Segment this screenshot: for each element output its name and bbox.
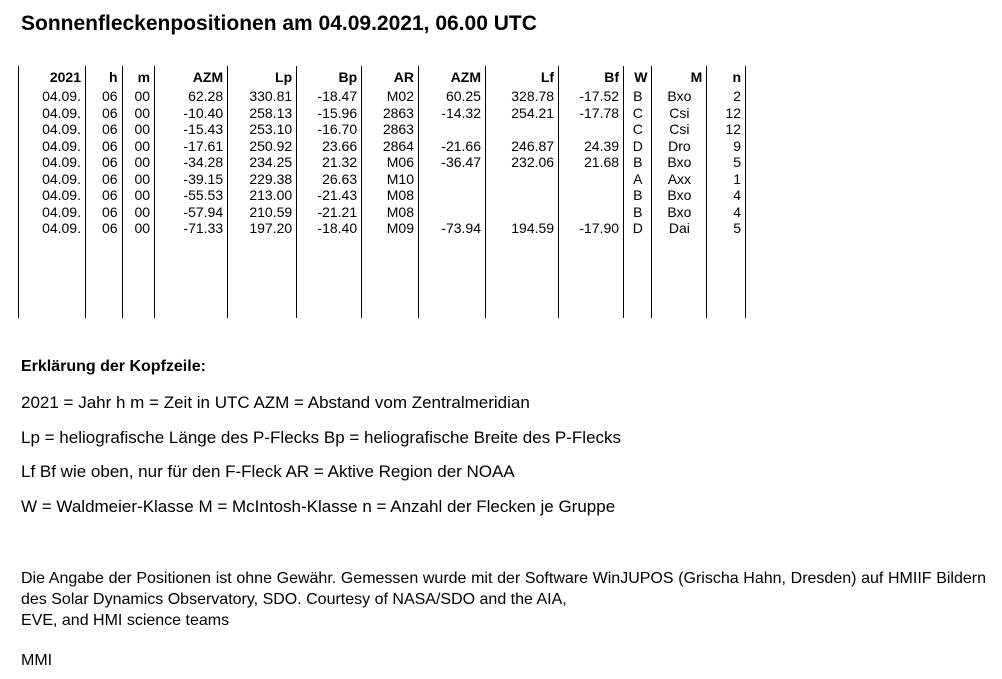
column-header: Bf — [559, 66, 624, 88]
table-cell: 06 — [86, 88, 123, 105]
column-header: W — [624, 66, 652, 88]
column-header: Lf — [485, 66, 558, 88]
table-cell: -21.66 — [418, 138, 485, 155]
table-cell: -18.47 — [297, 88, 362, 105]
table-cell: 330.81 — [228, 88, 297, 105]
table-cell: Axx — [652, 171, 707, 188]
table-cell: 00 — [122, 105, 154, 122]
table-cell: -17.78 — [559, 105, 624, 122]
table-header-row — [19, 66, 746, 88]
table-cell: M10 — [362, 171, 419, 188]
table-cell: Bxo — [652, 204, 707, 221]
table-cell: -17.61 — [155, 138, 228, 155]
table-cell: Bxo — [652, 187, 707, 204]
table-cell: 1 — [707, 171, 746, 188]
table-body — [19, 88, 746, 318]
legend-line-2: Lp = heliografische Länge des P-Flecks Bp = heliografische Breite des P-Flecks — [21, 428, 622, 447]
column-header: Bp — [297, 66, 362, 88]
table-cell — [485, 204, 558, 221]
signature: MMI — [21, 652, 53, 669]
table-cell: -14.32 — [418, 105, 485, 122]
table-cell: 24.39 — [559, 138, 624, 155]
table-cell: -71.33 — [155, 220, 228, 237]
legend-line-3: Lf Bf wie oben, nur für den F-Fleck AR = Aktive Region der NOAA — [21, 462, 515, 481]
table-row — [19, 171, 746, 188]
sunspot-table — [18, 66, 746, 318]
table-cell: 5 — [707, 154, 746, 171]
table-cell: 06 — [86, 121, 123, 138]
table-cell: -15.96 — [297, 105, 362, 122]
table-cell: 2863 — [362, 105, 419, 122]
table-cell: 06 — [86, 105, 123, 122]
table-cell: 62.28 — [155, 88, 228, 105]
table-cell: 06 — [86, 220, 123, 237]
table-cell: C — [624, 121, 652, 138]
table-cell: 213.00 — [228, 187, 297, 204]
table-cell: -16.70 — [297, 121, 362, 138]
table-cell: B — [624, 187, 652, 204]
table-cell: 00 — [122, 138, 154, 155]
table-cell: 234.25 — [228, 154, 297, 171]
table-cell: 253.10 — [228, 121, 297, 138]
table-cell: Bxo — [652, 154, 707, 171]
table-cell: D — [624, 220, 652, 237]
table-row — [19, 105, 746, 122]
table-cell: B — [624, 154, 652, 171]
table-cell: M09 — [362, 220, 419, 237]
sunspot-table-container — [18, 66, 746, 318]
table-cell: 00 — [122, 187, 154, 204]
table-cell: 12 — [707, 105, 746, 122]
table-cell: 2864 — [362, 138, 419, 155]
table-cell: -17.90 — [559, 220, 624, 237]
table-row — [19, 220, 746, 237]
column-header: AZM — [418, 66, 485, 88]
table-cell: 254.21 — [485, 105, 558, 122]
table-cell: -21.21 — [297, 204, 362, 221]
table-cell: -36.47 — [418, 154, 485, 171]
table-cell — [485, 121, 558, 138]
column-header: Lp — [228, 66, 297, 88]
table-row — [19, 154, 746, 171]
table-cell: 210.59 — [228, 204, 297, 221]
table-cell: Dai — [652, 220, 707, 237]
column-header: n — [707, 66, 746, 88]
table-cell: M02 — [362, 88, 419, 105]
legend-line-1: 2021 = Jahr h m = Zeit in UTC AZM = Abstand vom Zentralmeridian — [21, 393, 530, 412]
table-cell: 04.09. — [19, 187, 86, 204]
column-header: AR — [362, 66, 419, 88]
table-cell: A — [624, 171, 652, 188]
table-cell: Bxo — [652, 88, 707, 105]
table-cell: 2863 — [362, 121, 419, 138]
table-cell: 23.66 — [297, 138, 362, 155]
table-cell: Csi — [652, 121, 707, 138]
column-header: m — [122, 66, 154, 88]
table-cell: 06 — [86, 154, 123, 171]
table-cell: -21.43 — [297, 187, 362, 204]
table-cell: 04.09. — [19, 138, 86, 155]
legend-line-4: W = Waldmeier-Klasse M = McIntosh-Klasse n = Anzahl der Flecken je Gruppe — [21, 497, 616, 516]
table-row — [19, 88, 746, 105]
table-cell: 12 — [707, 121, 746, 138]
table-cell: 328.78 — [485, 88, 558, 105]
table-cell: Dro — [652, 138, 707, 155]
table-row — [19, 121, 746, 138]
table-cell — [418, 187, 485, 204]
legend-heading: Erklärung der Kopfzeile: — [21, 358, 206, 375]
table-cell: 21.32 — [297, 154, 362, 171]
table-cell: 00 — [122, 154, 154, 171]
table-row — [19, 204, 746, 221]
table-cell: D — [624, 138, 652, 155]
table-cell: -18.40 — [297, 220, 362, 237]
table-cell: 00 — [122, 204, 154, 221]
table-cell: 9 — [707, 138, 746, 155]
column-header: 2021 — [19, 66, 86, 88]
table-cell: 06 — [86, 171, 123, 188]
table-cell — [485, 187, 558, 204]
table-cell: 04.09. — [19, 204, 86, 221]
table-cell: 246.87 — [485, 138, 558, 155]
table-cell: 00 — [122, 121, 154, 138]
column-header: AZM — [155, 66, 228, 88]
table-cell — [485, 171, 558, 188]
table-cell — [559, 187, 624, 204]
table-cell: M08 — [362, 204, 419, 221]
table-cell: 06 — [86, 204, 123, 221]
table-cell: 04.09. — [19, 121, 86, 138]
table-cell — [418, 121, 485, 138]
table-row — [19, 187, 746, 204]
table-cell: 00 — [122, 171, 154, 188]
table-cell: 250.92 — [228, 138, 297, 155]
table-cell: C — [624, 105, 652, 122]
table-cell: 258.13 — [228, 105, 297, 122]
table-cell: 232.06 — [485, 154, 558, 171]
table-row — [19, 138, 746, 155]
table-cell: 04.09. — [19, 171, 86, 188]
table-cell: M08 — [362, 187, 419, 204]
column-header: h — [86, 66, 123, 88]
table-cell — [559, 204, 624, 221]
table-cell: 229.38 — [228, 171, 297, 188]
table-cell: 04.09. — [19, 220, 86, 237]
table-cell — [559, 171, 624, 188]
table-cell: M06 — [362, 154, 419, 171]
table-cell: 197.20 — [228, 220, 297, 237]
table-cell: 06 — [86, 187, 123, 204]
table-cell: 04.09. — [19, 88, 86, 105]
table-cell: -39.15 — [155, 171, 228, 188]
table-cell: 4 — [707, 187, 746, 204]
disclaimer — [21, 568, 986, 631]
column-header: M — [652, 66, 707, 88]
table-cell: B — [624, 204, 652, 221]
disclaimer-text: Die Angabe der Positionen ist ohne Gewähr. Gemessen wurde mit der Software WinJUPOS (Grischa Hahn, Dresden) auf HMIIF Bildern des Solar Dynamics Observatory, SDO. Courtesy of NASA/SDO and the AIA, — [21, 570, 986, 608]
table-cell: -17.52 — [559, 88, 624, 105]
table-cell: -10.40 — [155, 105, 228, 122]
table-cell: -55.53 — [155, 187, 228, 204]
table-cell: 04.09. — [19, 105, 86, 122]
table-cell: Csi — [652, 105, 707, 122]
table-cell: -15.43 — [155, 121, 228, 138]
table-cell: -34.28 — [155, 154, 228, 171]
table-cell: 06 — [86, 138, 123, 155]
table-cell — [559, 121, 624, 138]
table-cell — [418, 171, 485, 188]
table-cell: 00 — [122, 88, 154, 105]
table-cell: 60.25 — [418, 88, 485, 105]
table-cell: 4 — [707, 204, 746, 221]
table-cell: 26.63 — [297, 171, 362, 188]
table-cell: 194.59 — [485, 220, 558, 237]
table-filler-row — [19, 237, 746, 319]
table-cell: B — [624, 88, 652, 105]
table-cell: 00 — [122, 220, 154, 237]
table-cell: 21.68 — [559, 154, 624, 171]
table-cell: 2 — [707, 88, 746, 105]
page-title: Sonnenfleckenpositionen am 04.09.2021, 06.00 UTC — [21, 12, 537, 35]
table-cell: 5 — [707, 220, 746, 237]
table-cell: -73.94 — [418, 220, 485, 237]
table-cell: 04.09. — [19, 154, 86, 171]
table-cell — [418, 204, 485, 221]
table-cell: -57.94 — [155, 204, 228, 221]
disclaimer-text-end: EVE, and HMI science teams — [21, 612, 230, 629]
